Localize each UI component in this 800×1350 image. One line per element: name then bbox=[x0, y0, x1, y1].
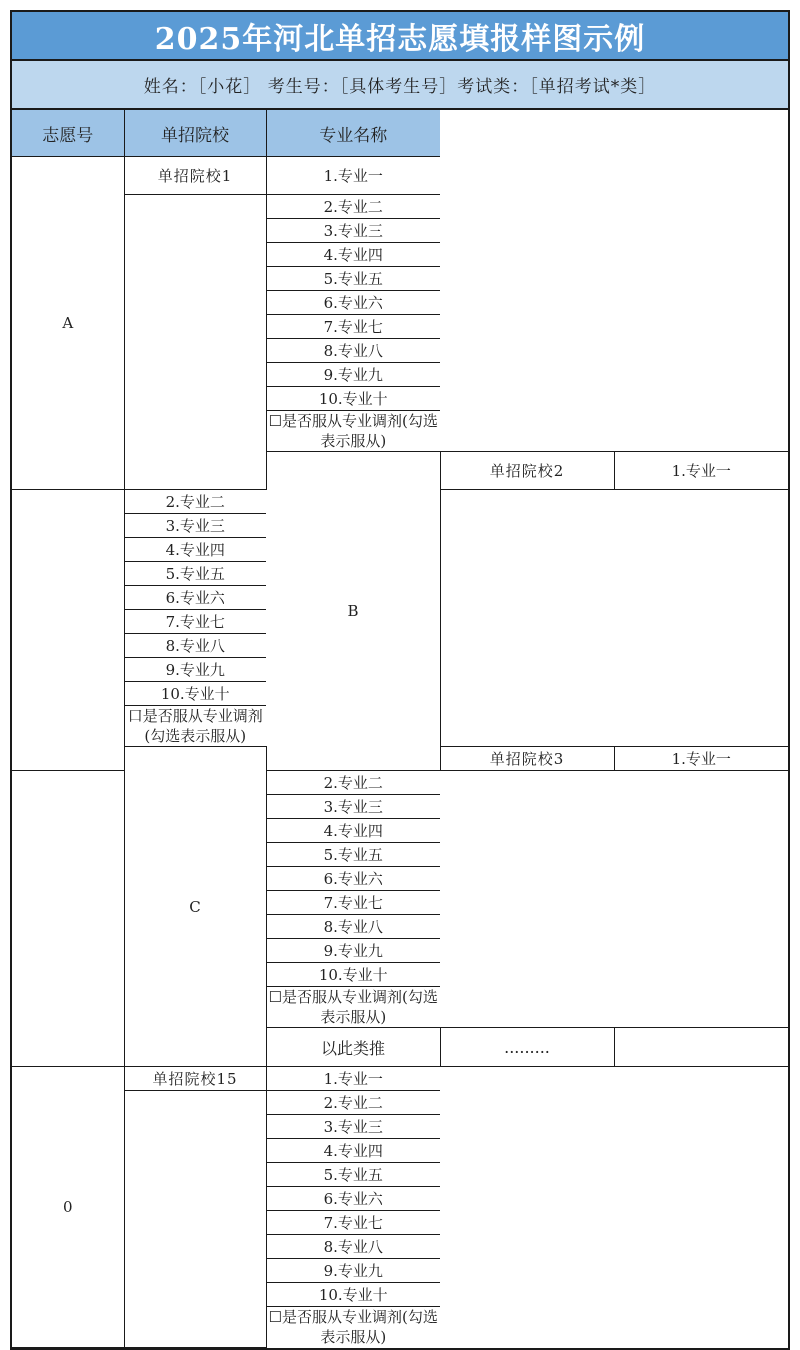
table-row bbox=[12, 157, 788, 195]
major-field[interactable]: 7.专业七 bbox=[124, 610, 266, 634]
major-field[interactable]: 3.专业三 bbox=[266, 795, 440, 819]
etc-blank-cell bbox=[614, 1028, 788, 1067]
school-name-field[interactable]: 单招院校2 bbox=[440, 452, 614, 490]
major-field[interactable]: 1.专业一 bbox=[266, 157, 440, 195]
adjustment-checkbox-line[interactable]: 口是否服从专业调剂(勾选表示服从) bbox=[124, 706, 266, 747]
major-field[interactable]: 6.专业六 bbox=[124, 586, 266, 610]
table-row bbox=[12, 1067, 788, 1091]
major-field[interactable]: 8.专业八 bbox=[266, 339, 440, 363]
major-field[interactable]: 6.专业六 bbox=[266, 1187, 440, 1211]
volunteer-group-id: A bbox=[12, 157, 124, 490]
major-field[interactable]: 4.专业四 bbox=[266, 243, 440, 267]
volunteer-group-id: C bbox=[124, 747, 266, 1067]
table-row bbox=[12, 195, 788, 219]
major-field[interactable]: 7.专业七 bbox=[266, 315, 440, 339]
major-field[interactable]: 5.专业五 bbox=[266, 267, 440, 291]
major-field[interactable]: 7.专业七 bbox=[266, 1211, 440, 1235]
major-field[interactable]: 3.专业三 bbox=[266, 219, 440, 243]
major-field[interactable]: 7.专业七 bbox=[266, 891, 440, 915]
etc-ellipsis: ......... bbox=[440, 1028, 614, 1067]
school-blank-cell bbox=[12, 771, 124, 1067]
major-field[interactable]: 3.专业三 bbox=[266, 1115, 440, 1139]
volunteer-group-id: 0 bbox=[12, 1067, 124, 1348]
major-field[interactable]: 5.专业五 bbox=[124, 562, 266, 586]
header-volunteer-number: 志愿号 bbox=[12, 110, 124, 157]
school-blank-cell bbox=[12, 490, 124, 771]
table-header-row bbox=[12, 110, 788, 157]
major-field[interactable]: 10.专业十 bbox=[266, 387, 440, 411]
school-name-field[interactable]: 单招院校3 bbox=[440, 747, 614, 771]
major-field[interactable]: 9.专业九 bbox=[124, 658, 266, 682]
major-field[interactable]: 4.专业四 bbox=[266, 1139, 440, 1163]
major-field[interactable]: 1.专业一 bbox=[266, 1067, 440, 1091]
volunteer-group-id: B bbox=[266, 452, 440, 771]
major-field[interactable]: 6.专业六 bbox=[266, 867, 440, 891]
major-field[interactable]: 1.专业一 bbox=[614, 747, 788, 771]
major-field[interactable]: 2.专业二 bbox=[266, 1091, 440, 1115]
adjustment-checkbox-line[interactable]: ☐是否服从专业调剂(勾选表示服从) bbox=[266, 411, 440, 452]
major-field[interactable]: 5.专业五 bbox=[266, 843, 440, 867]
major-field[interactable]: 2.专业二 bbox=[266, 195, 440, 219]
major-field[interactable]: 4.专业四 bbox=[124, 538, 266, 562]
volunteer-table bbox=[12, 110, 788, 1348]
major-field[interactable]: 8.专业八 bbox=[266, 1235, 440, 1259]
major-field[interactable]: 8.专业八 bbox=[266, 915, 440, 939]
header-major-name: 专业名称 bbox=[266, 110, 440, 157]
student-info-line: 姓名：［小花］ 考生号：［具体考生号］考试类：［单招考试*类］ bbox=[12, 61, 788, 110]
major-field[interactable]: 9.专业九 bbox=[266, 1259, 440, 1283]
major-field[interactable]: 10.专业十 bbox=[266, 1283, 440, 1307]
etc-label: 以此类推 bbox=[266, 1028, 440, 1067]
adjustment-checkbox-line[interactable]: ☐是否服从专业调剂(勾选表示服从) bbox=[266, 1307, 440, 1348]
major-field[interactable]: 5.专业五 bbox=[266, 1163, 440, 1187]
table-row bbox=[12, 1091, 788, 1115]
major-field[interactable]: 8.专业八 bbox=[124, 634, 266, 658]
school-blank-cell bbox=[124, 1091, 266, 1348]
major-field[interactable]: 10.专业十 bbox=[124, 682, 266, 706]
major-field[interactable]: 9.专业九 bbox=[266, 939, 440, 963]
major-field[interactable]: 2.专业二 bbox=[124, 490, 266, 514]
major-field[interactable]: 9.专业九 bbox=[266, 363, 440, 387]
major-field[interactable]: 2.专业二 bbox=[266, 771, 440, 795]
school-blank-cell bbox=[124, 195, 266, 490]
volunteer-form-sheet bbox=[10, 10, 790, 1350]
school-name-field[interactable]: 单招院校15 bbox=[124, 1067, 266, 1091]
major-field[interactable]: 6.专业六 bbox=[266, 291, 440, 315]
adjustment-checkbox-line[interactable]: ☐是否服从专业调剂(勾选表示服从) bbox=[266, 987, 440, 1028]
major-field[interactable]: 4.专业四 bbox=[266, 819, 440, 843]
school-name-field[interactable]: 单招院校1 bbox=[124, 157, 266, 195]
major-field[interactable]: 3.专业三 bbox=[124, 514, 266, 538]
header-school: 单招院校 bbox=[124, 110, 266, 157]
major-field[interactable]: 1.专业一 bbox=[614, 452, 788, 490]
page-title: 2025年河北单招志愿填报样图示例 bbox=[12, 12, 788, 61]
major-field[interactable]: 10.专业十 bbox=[266, 963, 440, 987]
